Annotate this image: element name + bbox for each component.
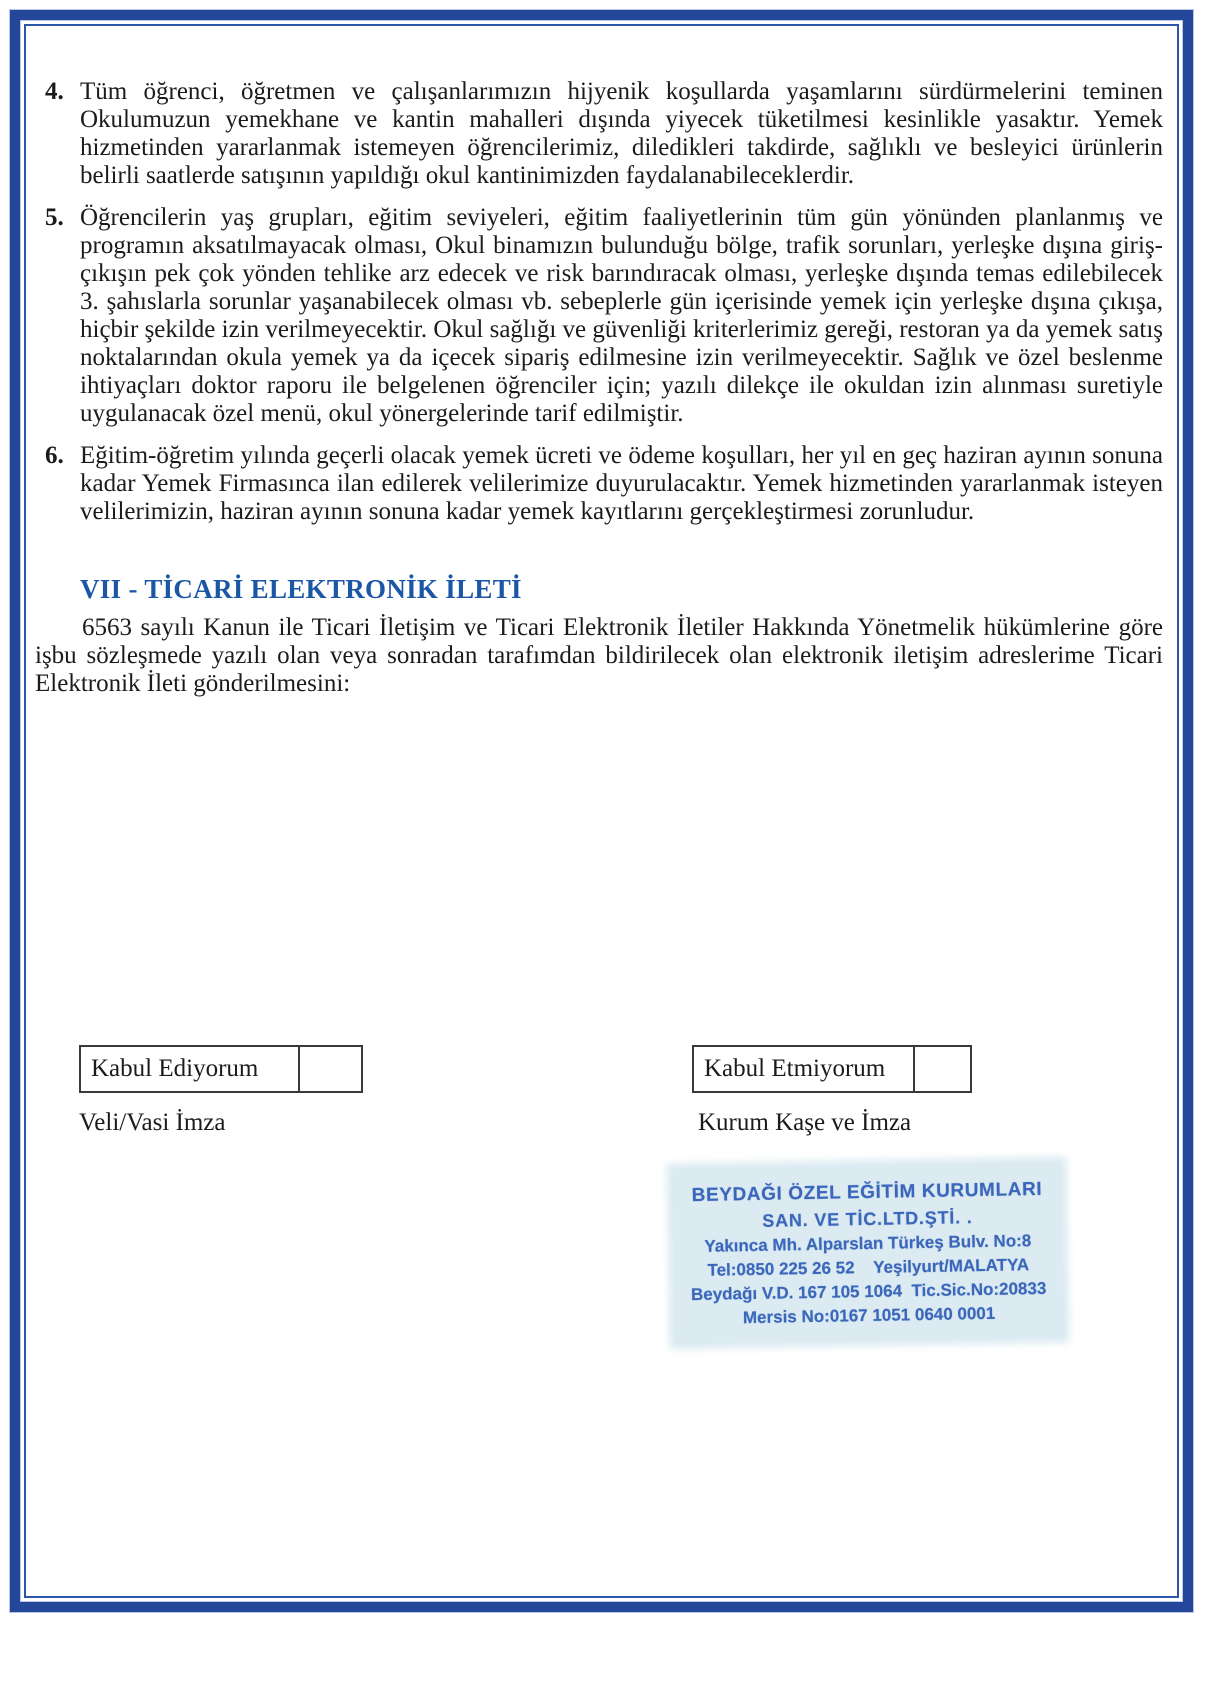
section-paragraph: 6563 sayılı Kanun ile Ticari İletişim ve Ticari Elektronik İletiler Hakkında Yönetmelik hükümlerine göre işbu sözleşmede yazılı olan veya sonradan tarafımdan bildirilecek olan elektronik iletişim adreslerime Ticari Elektronik İleti gönderilmesini:: [35, 614, 1163, 697]
list-item-number: 4.: [45, 78, 64, 105]
accept-consent-box: [79, 1045, 363, 1093]
stamp-company-type: SAN. VE TİC.LTD.ŞTİ. .: [762, 1206, 973, 1231]
page-content: [26, 26, 1177, 1596]
institution-signature-label: Kurum Kaşe ve İmza: [698, 1109, 912, 1136]
accept-label: Kabul Ediyorum: [91, 1055, 259, 1082]
reject-consent-box: [692, 1045, 972, 1093]
section-heading: VII - TİCARİ ELEKTRONİK İLETİ: [80, 574, 522, 604]
list-item-text: Eğitim-öğretim yılında geçerli olacak yemek ücreti ve ödeme koşulları, her yıl en geç haziran ayının sonuna kadar Yemek Firmasınca ilan edilerek velilerimize duyurulacaktır. Yemek hizmetinden yararlanmak isteyen velilerimizin, haziran ayının sonuna kadar yemek kayıtlarını gerçekleştirmesi zorunludur.: [80, 442, 1163, 525]
list-item-number: 5.: [45, 204, 64, 231]
company-stamp: [673, 1163, 1064, 1344]
list-item: [45, 442, 1163, 526]
list-item-text: Öğrencilerin yaş grupları, eğitim seviyeleri, eğitim faaliyetlerinin tüm gün yönünden planlanmış ve programın aksatılmayacak olması, Okul binamızın bulunduğu bölge, trafik sorunları, yerleşke dışına giriş-çıkışın pek çok yönden tehlike arz edecek ve risk barındıracak olması, yerleşke dışında temas edilebilecek 3. şahıslarla sorunlar yaşanabilecek olması vb. sebeplerle gün içerisinde yemek için yerleşke dışına çıkışa, hiçbir şekilde izin verilmeyecektir. Okul sağlığı ve güvenliği kriterlerimiz gereği, restoran ya da yemek satış noktalarından okula yemek ya da içecek sipariş edilmesine izin verilmeyecektir. Sağlık ve özel beslenme ihtiyaçları doktor raporu ile belgelenen öğrenciler için; yazılı dilekçe ile okuldan izin alınması suretiyle uygulanacak özel menü, okul yönergelerinde tarif edilmiştir.: [80, 204, 1163, 427]
stamp-tax-info: Beydağı V.D. 167 105 1064 Tic.Sic.No:20833: [690, 1278, 1047, 1304]
list-item: [45, 78, 1163, 190]
accept-checkbox[interactable]: [298, 1047, 361, 1091]
terms-list: [35, 78, 1163, 526]
stamp-mersis-no: Mersis No:0167 1051 0640 0001: [742, 1303, 996, 1327]
reject-checkbox[interactable]: [913, 1047, 970, 1091]
list-item-text: Tüm öğrenci, öğretmen ve çalışanlarımızın hijyenik koşullarda yaşamlarını sürdürmelerini teminen Okulumuzun yemekhane ve kantin mahalleri dışında yiyecek tüketilmesi kesinlikle yasaktır. Yemek hizmetinden yararlanmak istemeyen öğrencilerimiz, diledikleri takdirde, sağlıklı ve besleyici ürünlerin belirli saatlerde satışının yapıldığı okul kantinimizden faydalanabileceklerdir.: [80, 78, 1163, 189]
page-border-outer: [10, 10, 1193, 1612]
list-item: [45, 204, 1163, 428]
stamp-company-name: BEYDAĞI ÖZEL EĞİTİM KURUMLARI: [691, 1178, 1043, 1206]
list-item-number: 6.: [45, 442, 64, 469]
stamp-phone-city: Tel:0850 225 26 52 Yeşilyurt/MALATYA: [707, 1254, 1030, 1280]
page-border-inner: [24, 24, 1179, 1598]
reject-label: Kabul Etmiyorum: [704, 1055, 886, 1082]
parent-signature-label: Veli/Vasi İmza: [79, 1109, 226, 1136]
stamp-address: Yakınca Mh. Alparslan Türkeş Bulv. No:8: [704, 1230, 1032, 1256]
